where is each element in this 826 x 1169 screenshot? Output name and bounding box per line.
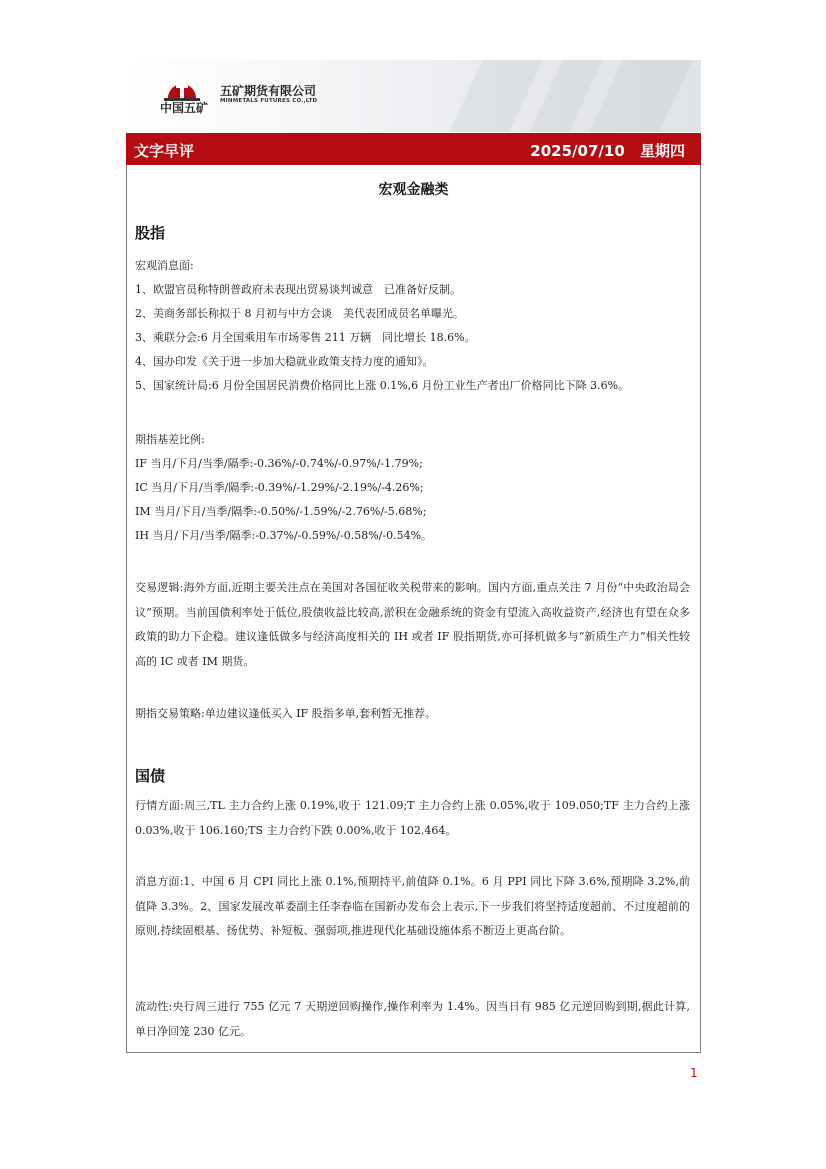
minmetals-logo-icon: [154, 70, 210, 126]
section-title: 宏观金融类: [378, 182, 449, 198]
page-number: 1: [690, 1066, 698, 1080]
bond-news: 消息方面:1、中国 6 月 CPI 同比上涨 0.1%,预期持平,前值降 0.1%。6 月 PPI 同比下降 3.6%,预期降 3.2%,前值降 3.3%。2、国家发展改革委副主任李春临在国新办发布会上表示,下一步我们将坚持适度超前、不过度超前的原则,持续固根基、扬优势、补短板、强弱项,推进现代化基础设施体系不断迈上更高台阶。: [135, 875, 690, 937]
report-label: 文字早评: [134, 142, 195, 160]
basis-item: IH 当月/下月/当季/隔季:-0.37%/-0.59%/-0.58%/-0.54%。: [135, 529, 433, 542]
header-banner: [126, 60, 701, 132]
date-text: 2025/07/10: [530, 142, 625, 160]
news-item: 2、美商务部长称拟于 8 月初与中方会谈 美代表团成员名单曝光。: [135, 307, 464, 320]
bond-market: 行情方面:周三,TL 主力合约上涨 0.19%,收于 121.09;T 主力合约上涨 0.05%,收于 109.050;TF 主力合约上涨 0.03%,收于 106.160;TS 主力合约下跌 0.00%,收于 102.464。: [135, 799, 690, 837]
weekday-text: 星期四: [639, 142, 685, 160]
basis-item: IM 当月/下月/当季/隔季:-0.50%/-1.59%/-2.76%/-5.68%;: [135, 505, 427, 518]
content-box: [126, 165, 701, 1053]
bonds-heading: 国债: [135, 767, 166, 785]
news-item: 4、国办印发《关于进一步加大稳就业政策支持力度的通知》。: [135, 355, 434, 368]
basis-label: 期指基差比例:: [135, 433, 205, 446]
company-name-en: MINMETALS FUTURES CO.,LTD: [220, 98, 318, 104]
bond-liquidity: 流动性:央行周三进行 755 亿元 7 天期逆回购操作,操作利率为 1.4%。因当日有 985 亿元逆回购到期,据此计算,单日净回笼 230 亿元。: [135, 1000, 690, 1038]
stock-index-heading: 股指: [135, 224, 166, 242]
trading-strategy: 期指交易策略:单边建议逢低买入 IF 股指多单,套利暂无推荐。: [135, 707, 437, 720]
logo-caption: 中国五矿: [159, 101, 208, 115]
basis-item: IC 当月/下月/当季/隔季:-0.39%/-1.29%/-2.19%/-4.26%;: [135, 481, 424, 494]
news-item: 3、乘联分会:6 月全国乘用车市场零售 211 万辆 同比增长 18.6%。: [135, 331, 476, 344]
title-bar: [126, 133, 701, 165]
trading-logic: 交易逻辑:海外方面,近期主要关注点在美国对各国征收关税带来的影响。国内方面,重点关注 7 月份“中央政治局会议”预期。当前国债利率处于低位,股债收益比较高,淤积在金融系统的资金有望流入高收益资产,经济也有望在众多政策的助力下企稳。建议逢低做多与经济高度相关的 IH 或者 IF 股指期货,亦可择机做多与“新质生产力”相关性较高的 IC 或者 IM 期货。: [135, 581, 690, 668]
news-item: 5、国家统计局:6 月份全国居民消费价格同比上涨 0.1%,6 月份工业生产者出厂价格同比下降 3.6%。: [135, 379, 630, 392]
basis-item: IF 当月/下月/当季/隔季:-0.36%/-0.74%/-0.97%/-1.79%;: [135, 457, 423, 470]
news-item: 1、欧盟官员称特朗普政府未表现出贸易谈判诚意 已准备好反制。: [135, 283, 461, 296]
company-name-cn: 五矿期货有限公司: [220, 84, 317, 98]
report-date: [530, 140, 685, 161]
macro-label: 宏观消息面:: [135, 259, 194, 272]
